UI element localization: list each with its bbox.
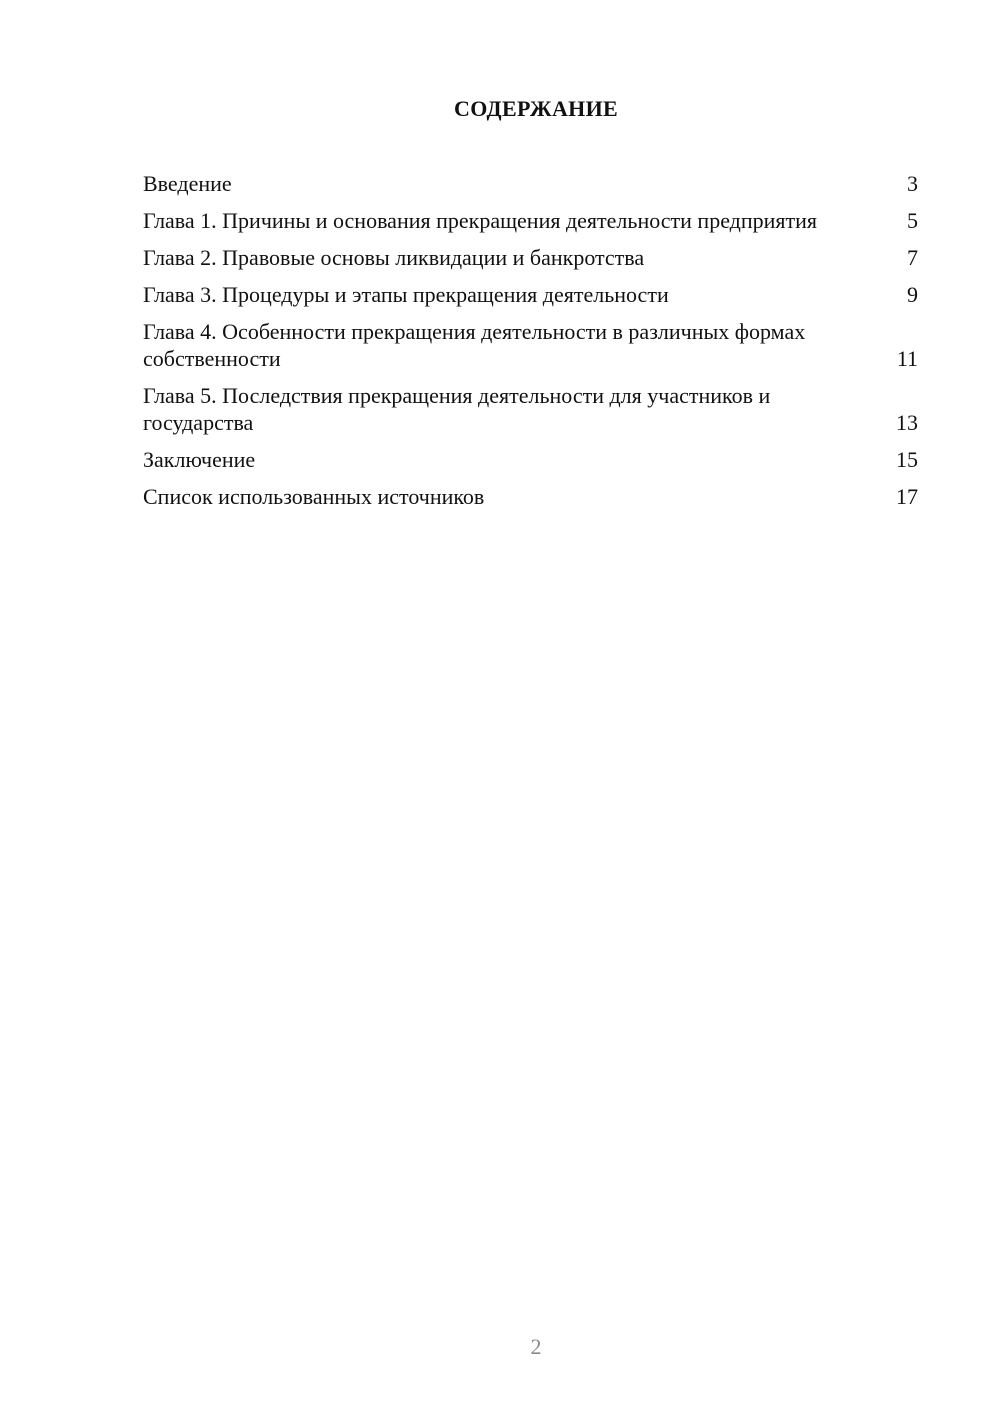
toc-entry-conclusion bbox=[143, 446, 918, 473]
toc-entry-label: Заключение bbox=[143, 447, 256, 472]
toc-entry-chapter-1 bbox=[143, 207, 918, 234]
toc-entry-chapter-3 bbox=[143, 281, 918, 308]
toc-entry-page: 3 bbox=[907, 171, 918, 196]
toc-entry-chapter-5 bbox=[143, 382, 918, 436]
toc-entry-page: 9 bbox=[907, 282, 918, 307]
toc-entry-page: 17 bbox=[896, 484, 918, 509]
toc-entry-page: 11 bbox=[896, 346, 918, 371]
table-of-contents bbox=[143, 170, 918, 520]
page-number: 2 bbox=[530, 1334, 542, 1359]
toc-entry-label: Глава 1. Причины и основания прекращения деятельности предприятия bbox=[143, 208, 818, 233]
toc-entry-label: Глава 5. Последствия прекращения деятельности для участников и государства bbox=[143, 383, 771, 435]
toc-entry-label: Глава 3. Процедуры и этапы прекращения деятельности bbox=[143, 282, 669, 307]
toc-entry-chapter-2 bbox=[143, 244, 918, 271]
toc-entry-page: 7 bbox=[907, 245, 918, 270]
toc-entry-page: 15 bbox=[896, 447, 918, 472]
toc-entry-introduction bbox=[143, 170, 918, 197]
toc-entry-label: Глава 2. Правовые основы ликвидации и банкротства bbox=[143, 245, 645, 270]
toc-entry-label: Глава 4. Особенности прекращения деятельности в различных формах собственности bbox=[143, 319, 806, 371]
toc-entry-references bbox=[143, 483, 918, 510]
toc-entry-label: Введение bbox=[143, 171, 232, 196]
toc-entry-label: Список использованных источников bbox=[143, 484, 485, 509]
page-title: СОДЕРЖАНИЕ bbox=[454, 96, 618, 121]
toc-entry-page: 5 bbox=[907, 208, 918, 233]
toc-entry-chapter-4 bbox=[143, 318, 918, 372]
toc-entry-page: 13 bbox=[896, 410, 918, 435]
